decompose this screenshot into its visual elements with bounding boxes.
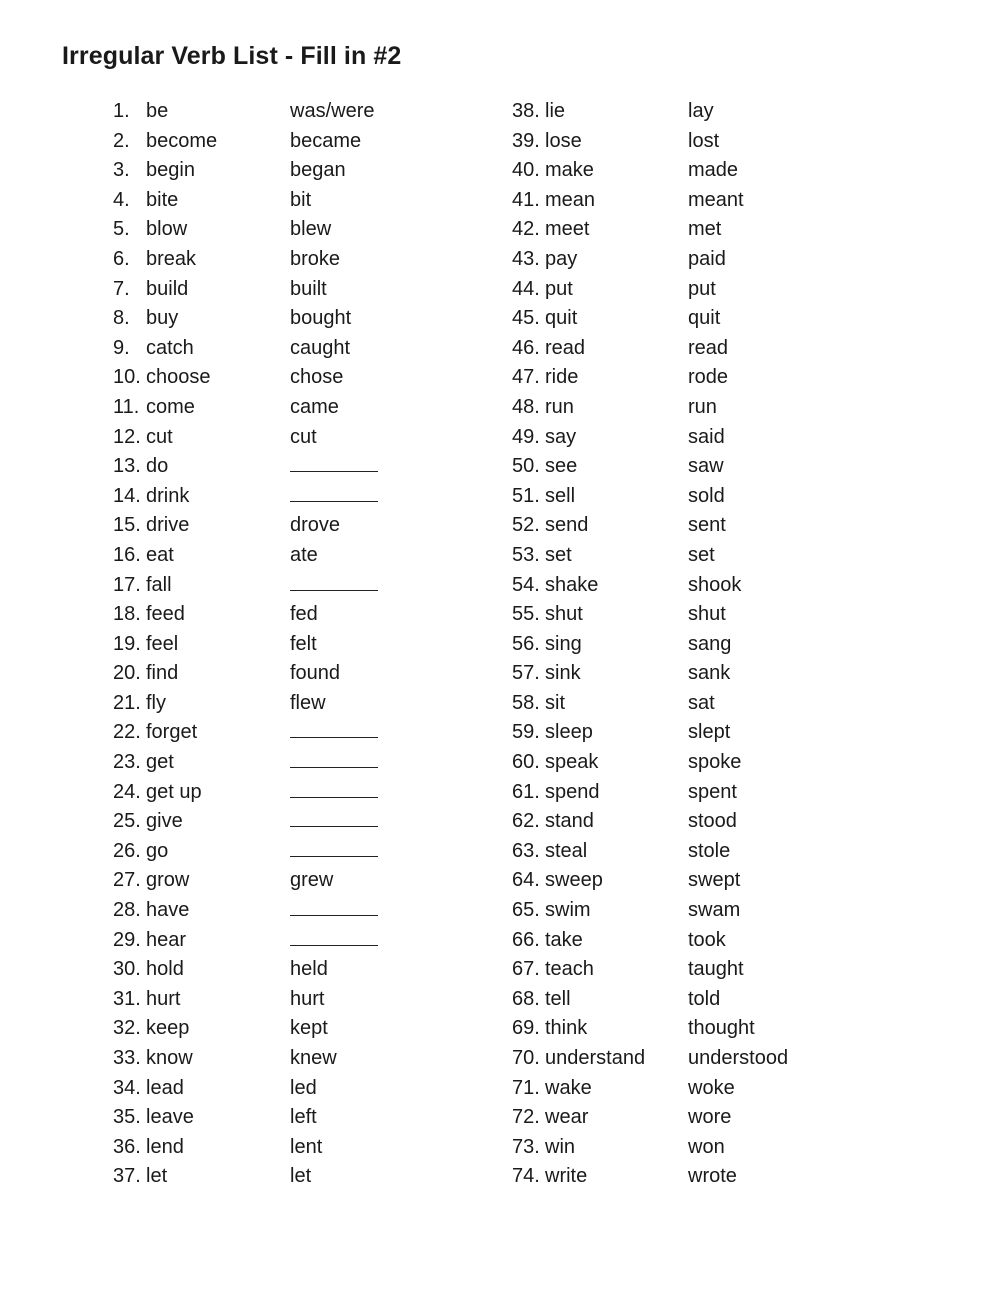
base-verb: leave bbox=[146, 1106, 194, 1129]
verb-number: 11. bbox=[113, 395, 140, 418]
verb-number: 39. bbox=[512, 129, 540, 152]
base-verb: grow bbox=[146, 869, 190, 892]
past-tense: told bbox=[688, 987, 721, 1010]
base-verb: give bbox=[146, 810, 183, 833]
fill-in-blank[interactable] bbox=[290, 590, 378, 591]
base-verb: get bbox=[146, 751, 174, 774]
verb-number: 47. bbox=[512, 366, 540, 389]
verb-number: 36. bbox=[113, 1135, 141, 1158]
verb-number: 27. bbox=[113, 869, 141, 892]
verb-number: 64. bbox=[512, 869, 540, 892]
base-verb: make bbox=[545, 159, 594, 182]
base-verb: shut bbox=[545, 603, 583, 626]
verb-number: 45. bbox=[512, 307, 540, 330]
past-tense: led bbox=[290, 1076, 317, 1099]
past-tense: found bbox=[290, 662, 341, 685]
verb-number: 56. bbox=[512, 632, 540, 655]
past-tense: quit bbox=[688, 307, 721, 330]
verb-number: 40. bbox=[512, 159, 540, 182]
fill-in-blank[interactable] bbox=[290, 767, 378, 768]
verb-number: 74. bbox=[512, 1165, 540, 1188]
verb-number: 38. bbox=[512, 100, 540, 122]
verb-number: 10. bbox=[113, 366, 141, 389]
past-tense: sang bbox=[688, 632, 732, 655]
fill-in-blank[interactable] bbox=[290, 856, 378, 857]
past-tense: felt bbox=[290, 632, 317, 655]
base-verb: sit bbox=[545, 691, 565, 714]
verb-number: 28. bbox=[113, 899, 141, 922]
base-verb: wear bbox=[545, 1106, 589, 1129]
past-tense: saw bbox=[688, 455, 724, 478]
fill-in-blank[interactable] bbox=[290, 915, 378, 916]
verb-number: 53. bbox=[512, 543, 540, 566]
base-verb: put bbox=[545, 277, 573, 300]
verb-number: 14. bbox=[113, 484, 141, 507]
past-tense: lay bbox=[688, 100, 714, 122]
base-verb: get up bbox=[146, 780, 202, 803]
verb-number: 54. bbox=[512, 573, 540, 596]
past-tense: let bbox=[290, 1165, 312, 1188]
verb-number: 24. bbox=[113, 780, 141, 803]
past-tense: wore bbox=[688, 1106, 732, 1129]
verb-number: 41. bbox=[512, 188, 540, 211]
verb-number: 66. bbox=[512, 928, 540, 951]
verb-number: 67. bbox=[512, 958, 540, 981]
base-verb: sell bbox=[545, 484, 576, 507]
verb-number: 8. bbox=[113, 307, 130, 330]
verb-number: 59. bbox=[512, 721, 540, 744]
base-verb: drive bbox=[146, 514, 190, 537]
base-verb: swim bbox=[545, 899, 591, 922]
base-verb: write bbox=[545, 1165, 588, 1188]
verb-number: 68. bbox=[512, 987, 540, 1010]
verb-number: 3. bbox=[113, 159, 130, 182]
verb-number: 57. bbox=[512, 662, 540, 685]
base-verb: meet bbox=[545, 218, 590, 241]
verb-number: 20. bbox=[113, 662, 141, 685]
base-verb: sweep bbox=[545, 869, 603, 892]
verb-number: 18. bbox=[113, 603, 141, 626]
base-verb: stand bbox=[545, 810, 594, 833]
fill-in-blank[interactable] bbox=[290, 797, 378, 798]
base-verb: feed bbox=[146, 603, 185, 626]
verb-number: 1. bbox=[113, 100, 130, 122]
verb-number: 46. bbox=[512, 336, 540, 359]
past-tense: read bbox=[688, 336, 729, 359]
past-tense: caught bbox=[290, 336, 351, 359]
past-tense: set bbox=[688, 543, 715, 566]
base-verb: win bbox=[545, 1135, 576, 1158]
base-verb: lead bbox=[146, 1076, 184, 1099]
base-verb: quit bbox=[545, 307, 578, 330]
base-verb: do bbox=[146, 455, 169, 478]
verb-number: 52. bbox=[512, 514, 540, 537]
base-verb: send bbox=[545, 514, 589, 537]
past-tense: sat bbox=[688, 691, 715, 714]
verb-number: 51. bbox=[512, 484, 540, 507]
verb-number: 13. bbox=[113, 455, 141, 478]
base-verb: become bbox=[146, 129, 218, 152]
past-tense: swam bbox=[688, 899, 741, 922]
verb-number: 7. bbox=[113, 277, 130, 300]
verb-number: 44. bbox=[512, 277, 540, 300]
past-tense: bought bbox=[290, 307, 352, 330]
base-verb: let bbox=[146, 1165, 168, 1188]
past-tense: hurt bbox=[290, 987, 325, 1010]
base-verb: think bbox=[545, 1017, 588, 1040]
past-tense: sank bbox=[688, 662, 731, 685]
base-verb: see bbox=[545, 455, 578, 478]
verb-number: 15. bbox=[113, 514, 141, 537]
base-verb: choose bbox=[146, 366, 211, 389]
past-tense: grew bbox=[290, 869, 334, 892]
past-tense: spoke bbox=[688, 751, 742, 774]
past-tense: thought bbox=[688, 1017, 755, 1040]
base-verb: know bbox=[146, 1047, 193, 1069]
verb-number: 71. bbox=[512, 1076, 540, 1099]
past-tense: put bbox=[688, 277, 716, 300]
past-tense: sold bbox=[688, 484, 725, 507]
past-tense: left bbox=[290, 1106, 317, 1129]
verb-number: 48. bbox=[512, 395, 540, 418]
past-tense: wrote bbox=[688, 1165, 737, 1188]
past-tense: fed bbox=[290, 603, 318, 626]
past-tense: won bbox=[688, 1135, 725, 1158]
past-tense: taught bbox=[688, 958, 744, 981]
base-verb: eat bbox=[146, 543, 174, 566]
verb-number: 73. bbox=[512, 1135, 540, 1158]
past-tense: took bbox=[688, 928, 726, 951]
base-verb: steal bbox=[545, 839, 588, 862]
base-verb: go bbox=[146, 839, 169, 862]
verb-number: 62. bbox=[512, 810, 540, 833]
verb-number: 19. bbox=[113, 632, 141, 655]
base-verb: tell bbox=[545, 987, 571, 1010]
past-tense: broke bbox=[290, 247, 341, 270]
verb-number: 16. bbox=[113, 543, 141, 566]
verb-number: 21. bbox=[113, 691, 141, 714]
verb-number: 69. bbox=[512, 1017, 540, 1040]
verb-number: 33. bbox=[113, 1047, 141, 1069]
verb-number: 9. bbox=[113, 336, 130, 359]
base-verb: set bbox=[545, 543, 572, 566]
verb-number: 43. bbox=[512, 247, 540, 270]
base-verb: read bbox=[545, 336, 586, 359]
past-tense: made bbox=[688, 159, 739, 182]
past-tense: held bbox=[290, 958, 328, 981]
verb-number: 29. bbox=[113, 928, 141, 951]
verb-number: 4. bbox=[113, 188, 130, 211]
base-verb: understand bbox=[545, 1047, 646, 1069]
verb-number: 60. bbox=[512, 751, 540, 774]
verb-number: 37. bbox=[113, 1165, 141, 1188]
base-verb: blow bbox=[146, 218, 188, 241]
past-tense: shook bbox=[688, 573, 742, 596]
base-verb: lend bbox=[146, 1135, 184, 1158]
past-tense: run bbox=[688, 395, 717, 418]
verb-number: 35. bbox=[113, 1106, 141, 1129]
base-verb: hurt bbox=[146, 987, 181, 1010]
verb-number: 70. bbox=[512, 1047, 540, 1069]
verb-number: 42. bbox=[512, 218, 540, 241]
base-verb: fall bbox=[146, 573, 172, 596]
base-verb: hold bbox=[146, 958, 184, 981]
base-verb: find bbox=[146, 662, 179, 685]
base-verb: catch bbox=[146, 336, 194, 359]
verb-number: 55. bbox=[512, 603, 540, 626]
past-tense: woke bbox=[688, 1076, 735, 1099]
past-tense: flew bbox=[290, 691, 326, 714]
past-tense: knew bbox=[290, 1047, 337, 1069]
past-tense: built bbox=[290, 277, 327, 300]
past-tense: lost bbox=[688, 129, 720, 152]
past-tense: cut bbox=[290, 425, 317, 448]
base-verb: cut bbox=[146, 425, 173, 448]
past-tense: was/were bbox=[290, 100, 375, 122]
base-verb: mean bbox=[545, 188, 596, 211]
base-verb: build bbox=[146, 277, 189, 300]
base-verb: wake bbox=[545, 1076, 592, 1099]
verb-number: 12. bbox=[113, 425, 141, 448]
past-tense: paid bbox=[688, 247, 726, 270]
verb-number: 49. bbox=[512, 425, 540, 448]
verb-number: 32. bbox=[113, 1017, 141, 1040]
past-tense: meant bbox=[688, 188, 744, 211]
past-tense: bit bbox=[290, 188, 312, 211]
past-tense: became bbox=[290, 129, 362, 152]
past-tense: stole bbox=[688, 839, 731, 862]
base-verb: pay bbox=[545, 247, 578, 270]
fill-in-blank[interactable] bbox=[290, 501, 378, 502]
base-verb: bite bbox=[146, 188, 179, 211]
verb-number: 61. bbox=[512, 780, 540, 803]
fill-in-blank[interactable] bbox=[290, 737, 378, 738]
past-tense: met bbox=[688, 218, 722, 241]
base-verb: sleep bbox=[545, 721, 593, 744]
verb-number: 6. bbox=[113, 247, 130, 270]
base-verb: speak bbox=[545, 751, 599, 774]
base-verb: come bbox=[146, 395, 195, 418]
base-verb: keep bbox=[146, 1017, 190, 1040]
past-tense: drove bbox=[290, 514, 341, 537]
past-tense: sent bbox=[688, 514, 726, 537]
verb-number: 72. bbox=[512, 1106, 540, 1129]
base-verb: shake bbox=[545, 573, 599, 596]
past-tense: understood bbox=[688, 1047, 789, 1069]
verb-number: 2. bbox=[113, 129, 130, 152]
verb-number: 63. bbox=[512, 839, 540, 862]
base-verb: take bbox=[545, 928, 583, 951]
past-tense: ate bbox=[290, 543, 318, 566]
fill-in-blank[interactable] bbox=[290, 945, 378, 946]
verb-number: 5. bbox=[113, 218, 130, 241]
base-verb: sink bbox=[545, 662, 581, 685]
base-verb: lose bbox=[545, 129, 582, 152]
base-verb: feel bbox=[146, 632, 179, 655]
past-tense: blew bbox=[290, 218, 332, 241]
base-verb: sing bbox=[545, 632, 582, 655]
verb-number: 34. bbox=[113, 1076, 141, 1099]
base-verb: forget bbox=[146, 721, 198, 744]
base-verb: ride bbox=[545, 366, 579, 389]
verb-number: 31. bbox=[113, 987, 141, 1010]
base-verb: be bbox=[146, 100, 169, 122]
past-tense: stood bbox=[688, 810, 737, 833]
verb-number: 26. bbox=[113, 839, 141, 862]
fill-in-blank[interactable] bbox=[290, 826, 378, 827]
past-tense: chose bbox=[290, 366, 344, 389]
past-tense: spent bbox=[688, 780, 737, 803]
past-tense: lent bbox=[290, 1135, 323, 1158]
verb-number: 22. bbox=[113, 721, 141, 744]
past-tense: said bbox=[688, 425, 725, 448]
base-verb: break bbox=[146, 247, 197, 270]
base-verb: have bbox=[146, 899, 190, 922]
base-verb: fly bbox=[146, 691, 166, 714]
verb-number: 23. bbox=[113, 751, 141, 774]
base-verb: buy bbox=[146, 307, 179, 330]
base-verb: hear bbox=[146, 928, 187, 951]
base-verb: begin bbox=[146, 159, 195, 182]
verb-number: 25. bbox=[113, 810, 141, 833]
fill-in-blank[interactable] bbox=[290, 471, 378, 472]
base-verb: run bbox=[545, 395, 574, 418]
past-tense: came bbox=[290, 395, 339, 418]
page-title: Irregular Verb List - Fill in #2 bbox=[62, 42, 402, 70]
past-tense: swept bbox=[688, 869, 741, 892]
past-tense: shut bbox=[688, 603, 726, 626]
verb-number: 30. bbox=[113, 958, 141, 981]
past-tense: rode bbox=[688, 366, 729, 389]
base-verb: drink bbox=[146, 484, 190, 507]
base-verb: teach bbox=[545, 958, 594, 981]
past-tense: slept bbox=[688, 721, 731, 744]
base-verb: say bbox=[545, 425, 577, 448]
verb-number: 17. bbox=[113, 573, 141, 596]
verb-number: 65. bbox=[512, 899, 540, 922]
base-verb: spend bbox=[545, 780, 600, 803]
past-tense: kept bbox=[290, 1017, 328, 1040]
past-tense: began bbox=[290, 159, 346, 182]
verb-number: 50. bbox=[512, 455, 540, 478]
base-verb: lie bbox=[545, 100, 566, 122]
verb-number: 58. bbox=[512, 691, 540, 714]
